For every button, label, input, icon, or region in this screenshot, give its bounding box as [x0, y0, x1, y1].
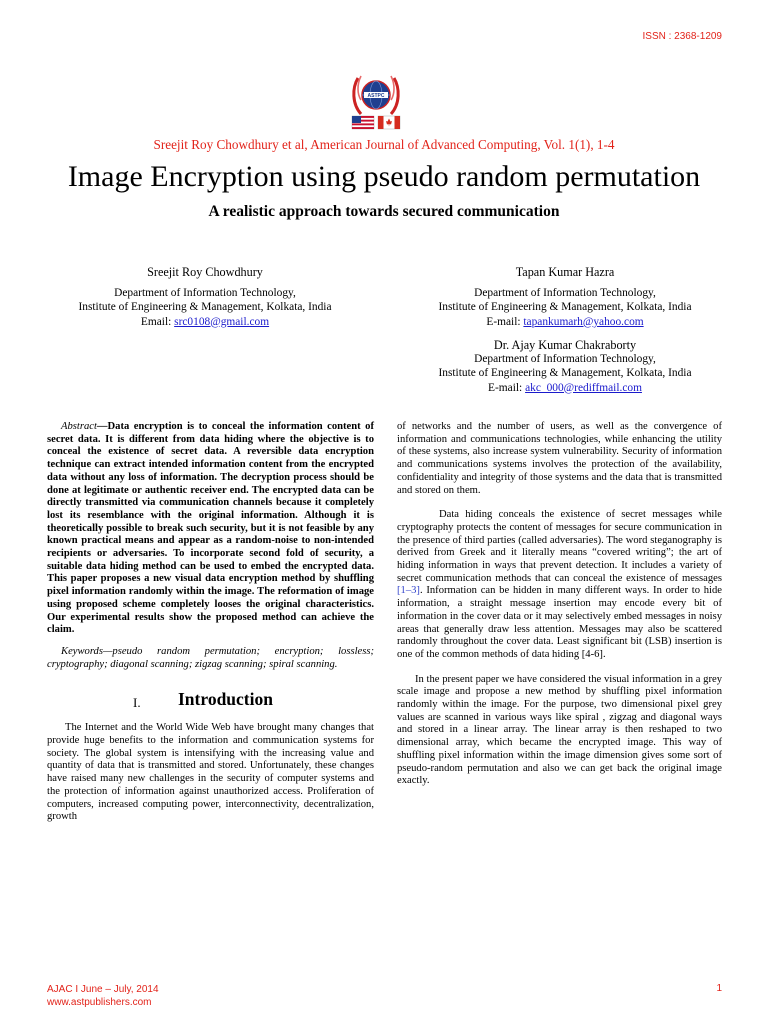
author-name: Tapan Kumar Hazra	[515, 265, 615, 279]
logo-text: ASTPC	[367, 93, 385, 99]
author-institute: Institute of Engineering & Management, Kolkata, India	[78, 301, 332, 314]
footer-website: www.astpublishers.com	[47, 997, 152, 1008]
author-email-link[interactable]: src0108@gmail.com	[174, 315, 270, 328]
journal-logo	[349, 70, 403, 134]
abstract-dash: —	[96, 421, 108, 432]
author-institute: Institute of Engineering & Management, Kolkata, India	[438, 301, 692, 314]
footer	[47, 983, 159, 1009]
author-block	[55, 265, 355, 329]
paragraph-text: Data hiding conceals the existence of secret messages while cryptography protects the content of messages for secure communication in the presence of third parties (called adversaries). The word steganography is derived from Greek and it literally means “covered writing”; the art of hiding information in ways that prevent detection. It includes a variety of secret communication methods that can conceal the existence of messages	[397, 509, 722, 584]
author-name: Sreejit Roy Chowdhury	[147, 265, 263, 279]
left-column	[47, 421, 374, 824]
author-institute: Institute of Engineering & Management, Kolkata, India	[438, 367, 692, 380]
abstract	[47, 421, 374, 637]
citation-line: Sreejit Roy Chowdhury et al, American Journal of Advanced Computing, Vol. 1(1), 1-4	[153, 137, 615, 152]
intro-paragraph: The Internet and the World Wide Web have brought many changes that provide huge benefits to the information and communication systems for society. The global system is intensifying with the increasing value and quantity of data that is transmitted and stored. Unfortunately, these changes have raised many new challenges in the security of computer systems and the protection of information against unauthorized access. Proliferation of computers, increased computing power, interconnectivity, decentralization, growth	[47, 722, 374, 823]
issn-label: ISSN : 2368-1209	[642, 31, 722, 42]
author-email-line	[415, 381, 715, 395]
author-dept: Department of Information Technology,	[474, 287, 656, 300]
section-title: Introduction	[178, 689, 273, 710]
us-flag-icon	[352, 116, 374, 129]
keywords: Keywords—pseudo random permutation; encryption; lossless; cryptography; diagonal scanning; zigzag scanning; spiral scanning.	[47, 645, 374, 670]
email-label: E-mail:	[488, 381, 523, 394]
author-dept: Department of Information Technology,	[114, 287, 296, 300]
citation-link[interactable]: [1–3]	[397, 585, 420, 597]
author-email-line	[55, 315, 355, 329]
paper-subtitle: A realistic approach towards secured communication	[208, 203, 560, 220]
author-block	[415, 338, 715, 395]
section-number: I.	[133, 695, 141, 711]
email-label: E-mail:	[486, 315, 521, 328]
author-name: Dr. Ajay Kumar Chakraborty	[493, 338, 637, 352]
author-email-line	[415, 315, 715, 329]
canada-flag-icon	[378, 116, 400, 129]
author-block	[415, 265, 715, 329]
email-label: Email:	[140, 315, 172, 328]
intro-paragraph-continued: of networks and the number of users, as well as the convergence of information and communications technologies, while enhancing the utility of these systems, also increase system vulnerability. Security of information and communications systems involves the protection of the availability, confidentiality and integrity of those systems and the data that is transmitted and stored on them.	[397, 421, 722, 496]
footer-journal: AJAC I June – July, 2014	[47, 984, 159, 995]
author-email-link[interactable]: akc_000@rediffmail.com	[525, 381, 642, 394]
data-hiding-paragraph	[397, 509, 722, 661]
abstract-lead: Abstract	[61, 421, 97, 432]
present-paper-paragraph: In the present paper we have considered the visual information in a grey scale image and propose a new method by shuffling pixel information randomly within the image. For the purpose, two dimensional pixel grey values are scanned in various ways like spiral , zigzag and diagonal ways and stored in a linear array. The linear array is then reshaped to two dimensional array, which became the encrypted image. This way of shuffling pixel information within the image dimension gives some sort of pseudo-random permutation and also we can get back the original image exactly.	[397, 673, 722, 787]
page-number: 1	[716, 983, 722, 994]
right-column	[397, 421, 722, 788]
section-heading	[47, 689, 374, 715]
author-dept: Department of Information Technology,	[474, 353, 656, 366]
abstract-text: Data encryption is to conceal the information content of secret data. It is different from data hiding where the objective is to conceal the existence of secret data. A reversible data encryption technique can extract intended information content from the encrypted data without any loss of information. The decryption process should be done at legitimate or authentic receiver end. The encrypted data can be directly transmitted via communication channels because it completely lost its resemblance with the original information. Although it is theoretically possible to break such security, but it is not feasible by any known practical means and appear as a random-noise to non-intended recipients or adversaries. To incorporate second fold of security, a suitable data hiding method can be used to embed the encrypted data. This paper proposes a new visual data encryption method by shuffling pixel information randomly within the image. The reformation of image using proposed scheme completely looses the original characteristics. Our experimental results show the proposed method can achieve the claim.	[47, 421, 374, 636]
paper-title: Image Encryption using pseudo random permutation	[67, 160, 701, 193]
paragraph-text: . Information can be hidden in many different ways. In order to hide information, a straight message insertion may encode every bit of information in the cover data or it may selectively embed messages in noisy areas that generally draw less attention. Messages may also be scattered randomly throughout the cover data. Least significant bit (LSB) insertion is one of the common methods of data hiding [4-6].	[397, 585, 722, 660]
author-email-link[interactable]: tapankumarh@yahoo.com	[523, 315, 644, 328]
